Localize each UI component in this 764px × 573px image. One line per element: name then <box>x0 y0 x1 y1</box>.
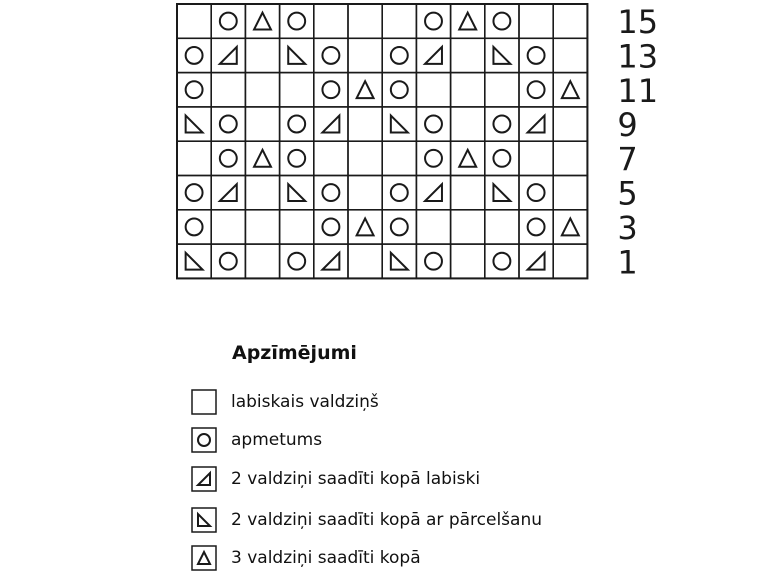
yarn-over-icon <box>220 253 237 270</box>
chart-cell-knit <box>280 73 314 107</box>
k2tog-icon <box>198 473 210 485</box>
chart-cell-knit <box>245 176 279 210</box>
chart-cell-k3tog <box>553 210 587 244</box>
chart-cell-knit <box>451 244 485 278</box>
ssk-icon <box>288 47 305 64</box>
yarn-over-icon <box>198 434 210 446</box>
chart-cell-yo <box>382 73 416 107</box>
k3tog-icon <box>459 13 476 30</box>
k3tog-icon <box>357 218 374 235</box>
chart-cell-yo <box>416 244 450 278</box>
yarn-over-icon <box>493 116 510 133</box>
chart-cell-knit <box>451 176 485 210</box>
chart-cell-yo <box>314 210 348 244</box>
chart-cell-knit <box>451 107 485 141</box>
yarn-over-icon <box>391 218 408 235</box>
ssk-icon <box>288 184 305 201</box>
chart-cell-k2tog <box>314 244 348 278</box>
chart-cell-yo <box>382 38 416 72</box>
yarn-over-icon <box>425 13 442 30</box>
chart-cell-knit <box>416 73 450 107</box>
yarn-over-icon <box>186 47 203 64</box>
chart-cell-yo <box>416 141 450 175</box>
chart-cell-knit <box>280 210 314 244</box>
chart-cell-knit <box>553 244 587 278</box>
chart-cell-k3tog <box>451 141 485 175</box>
chart-cell-knit <box>348 4 382 38</box>
yarn-over-icon <box>220 116 237 133</box>
chart-cell-yo <box>519 176 553 210</box>
chart-cell-yo <box>177 38 211 72</box>
chart-cell-knit <box>177 141 211 175</box>
yarn-over-icon <box>425 150 442 167</box>
chart-cell-k3tog <box>245 4 279 38</box>
chart-cell-ssk <box>382 244 416 278</box>
k3tog-icon <box>198 552 210 564</box>
chart-cell-knit <box>382 4 416 38</box>
legend-item-ssk <box>191 507 542 533</box>
yarn-over-icon <box>528 184 545 201</box>
yarn-over-icon <box>493 150 510 167</box>
yarn-over-icon <box>322 81 339 98</box>
chart-cell-k3tog <box>348 210 382 244</box>
yarn-over-icon <box>493 13 510 30</box>
ssk-icon <box>186 253 203 270</box>
chart-cell-knit <box>553 176 587 210</box>
chart-cell-knit <box>416 210 450 244</box>
yarn-over-icon <box>528 218 545 235</box>
chart-cell-ssk <box>177 107 211 141</box>
row-number-label: 1 <box>617 243 638 282</box>
k3tog-icon <box>254 150 271 167</box>
chart-cell-yo <box>314 73 348 107</box>
k2tog-symbol-icon <box>191 466 217 492</box>
ssk-icon <box>391 253 408 270</box>
chart-cell-yo <box>211 244 245 278</box>
chart-cell-knit <box>553 4 587 38</box>
yarn-over-icon <box>288 116 305 133</box>
chart-cell-knit <box>348 38 382 72</box>
chart-cell-knit <box>382 141 416 175</box>
chart-cell-yo <box>314 38 348 72</box>
chart-cell-yo <box>485 4 519 38</box>
legend-label: 2 valdziņi saadīti kopā ar pārcelšanu <box>231 510 542 530</box>
k2tog-icon <box>322 253 339 270</box>
legend-item-knit <box>191 389 379 415</box>
yarn-over-icon <box>528 47 545 64</box>
k3tog-icon <box>562 81 579 98</box>
chart-cell-ssk <box>280 38 314 72</box>
yarn-over-icon <box>493 253 510 270</box>
yarn-over-icon <box>186 218 203 235</box>
k3tog-icon <box>357 81 374 98</box>
chart-cell-yo <box>519 73 553 107</box>
legend-item-k3tog <box>191 545 421 571</box>
chart-cell-knit <box>348 244 382 278</box>
legend-label: apmetums <box>231 430 323 450</box>
chart-cell-knit <box>451 73 485 107</box>
row-number-label: 13 <box>617 37 659 76</box>
chart-cell-yo <box>211 107 245 141</box>
chart-cell-yo <box>177 73 211 107</box>
k2tog-icon <box>322 116 339 133</box>
chart-cell-yo <box>211 4 245 38</box>
chart-cell-k2tog <box>519 107 553 141</box>
chart-cell-yo <box>485 141 519 175</box>
k2tog-icon <box>425 47 442 64</box>
ssk-icon <box>391 116 408 133</box>
ssk-symbol-icon <box>191 507 217 533</box>
chart-cell-yo <box>382 210 416 244</box>
chart-cell-k3tog <box>451 4 485 38</box>
chart-cell-knit <box>553 107 587 141</box>
chart-cell-knit <box>245 244 279 278</box>
yarn-over-icon <box>288 13 305 30</box>
row-number-label: 9 <box>617 106 638 145</box>
chart-cell-yo <box>211 141 245 175</box>
chart-cell-ssk <box>485 38 519 72</box>
k2tog-icon <box>425 184 442 201</box>
chart-cell-knit <box>314 141 348 175</box>
k3tog-symbol-icon <box>191 545 217 571</box>
chart-cell-yo <box>177 210 211 244</box>
yarn-over-icon <box>322 184 339 201</box>
chart-cell-knit <box>211 73 245 107</box>
chart-cell-knit <box>245 107 279 141</box>
chart-cell-knit <box>245 73 279 107</box>
chart-cell-yo <box>280 141 314 175</box>
yarn-over-icon <box>528 81 545 98</box>
chart-cell-k3tog <box>348 73 382 107</box>
legend-label: 2 valdziņi saadīti kopā labiski <box>231 469 481 489</box>
yarn-over-icon <box>288 253 305 270</box>
chart-cell-k2tog <box>211 176 245 210</box>
chart-cell-knit <box>211 210 245 244</box>
yarn-over-icon <box>391 47 408 64</box>
yarn-over-icon <box>186 81 203 98</box>
yarn-over-icon <box>220 150 237 167</box>
chart-cell-k3tog <box>553 73 587 107</box>
k3tog-icon <box>562 218 579 235</box>
chart-cell-knit <box>519 141 553 175</box>
chart-cell-yo <box>485 107 519 141</box>
legend-label: labiskais valdziņš <box>231 392 379 412</box>
chart-cell-knit <box>348 107 382 141</box>
chart-cell-ssk <box>280 176 314 210</box>
chart-cell-k2tog <box>416 176 450 210</box>
chart-cell-yo <box>485 244 519 278</box>
chart-cell-k3tog <box>245 141 279 175</box>
row-number-label: 3 <box>617 208 638 247</box>
chart-cell-knit <box>177 4 211 38</box>
chart-cell-ssk <box>177 244 211 278</box>
k2tog-icon <box>220 184 237 201</box>
yarn-over-icon <box>391 81 408 98</box>
chart-cell-knit <box>553 38 587 72</box>
chart-cell-knit <box>314 4 348 38</box>
legend-label: 3 valdziņi saadīti kopā <box>231 548 421 568</box>
k2tog-icon <box>528 116 545 133</box>
chart-cell-ssk <box>382 107 416 141</box>
chart-cell-knit <box>245 210 279 244</box>
chart-cell-yo <box>177 176 211 210</box>
legend-item-yo <box>191 427 322 453</box>
chart-cell-knit <box>348 176 382 210</box>
chart-cell-k2tog <box>211 38 245 72</box>
chart-cell-k2tog <box>519 244 553 278</box>
chart-cell-yo <box>314 176 348 210</box>
yarn-over-icon <box>288 150 305 167</box>
yarn-over-icon <box>186 184 203 201</box>
chart-cell-yo <box>280 244 314 278</box>
yarn-over-icon <box>322 47 339 64</box>
row-number-label: 11 <box>617 71 659 110</box>
yarn-over-icon <box>220 13 237 30</box>
chart-cell-ssk <box>485 176 519 210</box>
chart-cell-k2tog <box>314 107 348 141</box>
chart-cell-yo <box>280 107 314 141</box>
yarn-over-icon <box>391 184 408 201</box>
chart-cell-yo <box>382 176 416 210</box>
row-number-label: 7 <box>617 140 638 179</box>
k2tog-icon <box>528 253 545 270</box>
chart-cell-knit <box>485 73 519 107</box>
chart-cell-yo <box>519 210 553 244</box>
ssk-icon <box>186 116 203 133</box>
ssk-icon <box>198 514 210 526</box>
yarn-over-icon <box>322 218 339 235</box>
chart-cell-yo <box>519 38 553 72</box>
k3tog-icon <box>254 13 271 30</box>
chart-cell-knit <box>245 38 279 72</box>
chart-cell-knit <box>451 38 485 72</box>
chart-cell-yo <box>280 4 314 38</box>
yarn-over-symbol-icon <box>191 427 217 453</box>
chart-cell-knit <box>348 141 382 175</box>
ssk-icon <box>493 47 510 64</box>
legend-title: Apzīmējumi <box>232 342 357 364</box>
k3tog-icon <box>459 150 476 167</box>
knit-symbol-icon <box>191 389 217 415</box>
row-number-label: 5 <box>617 174 638 213</box>
chart-cell-knit <box>553 141 587 175</box>
chart-cell-knit <box>451 210 485 244</box>
yarn-over-icon <box>425 116 442 133</box>
row-number-label: 15 <box>617 3 659 42</box>
legend-item-k2tog <box>191 466 480 492</box>
k2tog-icon <box>220 47 237 64</box>
chart-cell-knit <box>485 210 519 244</box>
chart-cell-knit <box>519 4 553 38</box>
chart-cell-yo <box>416 4 450 38</box>
chart-cell-yo <box>416 107 450 141</box>
chart-cell-k2tog <box>416 38 450 72</box>
ssk-icon <box>493 184 510 201</box>
yarn-over-icon <box>425 253 442 270</box>
